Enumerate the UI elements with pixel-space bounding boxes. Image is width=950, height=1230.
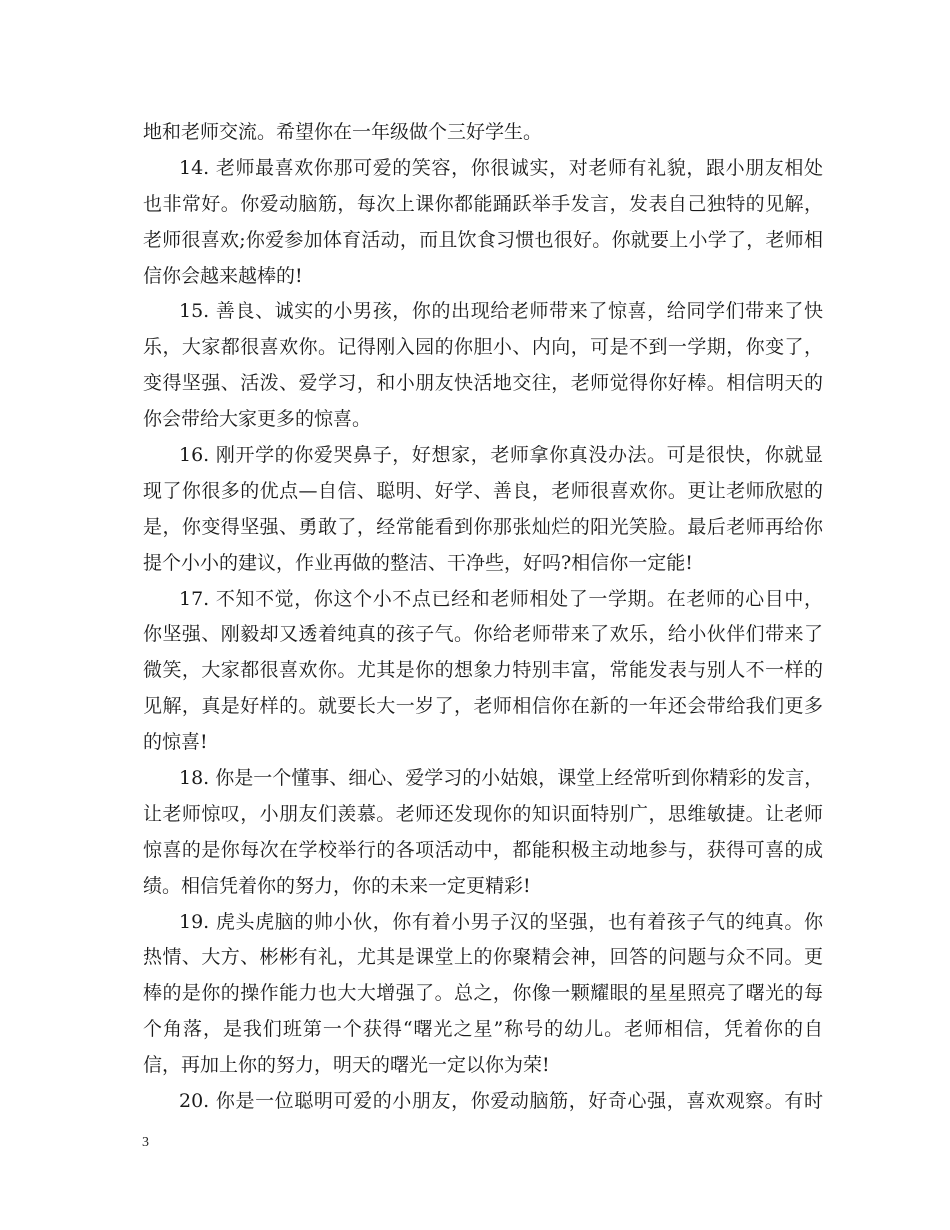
text-line: 热情、大方、彬彬有礼，尤其是课堂上的你聚精会神，回答的问题与众不同。更: [143, 946, 823, 969]
text-line: 你坚强、刚毅却又透着纯真的孩子气。你给老师带来了欢乐，给小伙伴们带来了: [143, 623, 823, 646]
text-line: 19. 虎头虎脑的帅小伙，你有着小男子汉的坚强，也有着孩子气的纯真。你: [179, 910, 823, 933]
text-line: 18. 你是一个懂事、细心、爱学习的小姑娘，课堂上经常听到你精彩的发言，: [179, 767, 823, 790]
text-line: 14. 老师最喜欢你那可爱的笑容，你很诚实，对老师有礼貌，跟小朋友相处: [179, 156, 823, 179]
text-line: 现了你很多的优点—自信、聪明、好学、善良，老师很喜欢你。更让老师欣慰的: [143, 479, 823, 502]
text-line: 变得坚强、活泼、爱学习，和小朋友快活地交往，老师觉得你好棒。相信明天的: [143, 372, 823, 395]
text-line: 20. 你是一位聪明可爱的小朋友，你爱动脑筋，好奇心强，喜欢观察。有时: [179, 1090, 823, 1113]
text-line: 让老师惊叹，小朋友们羡慕。老师还发现你的知识面特别广，思维敏捷。让老师: [143, 802, 823, 825]
text-line: 是，你变得坚强、勇敢了，经常能看到你那张灿烂的阳光笑脸。最后老师再给你: [143, 515, 823, 538]
text-line: 棒的是你的操作能力也大大增强了。总之，你像一颗耀眼的星星照亮了曙光的每: [143, 982, 823, 1005]
text-line: 老师很喜欢;你爱参加体育活动，而且饮食习惯也很好。你就要上小学了，老师相: [143, 228, 823, 251]
text-line: 信，再加上你的努力，明天的曙光一定以你为荣!: [143, 1054, 550, 1077]
text-line: 提个小小的建议，作业再做的整洁、干净些，好吗?相信你一定能!: [143, 551, 693, 574]
text-line: 16. 刚开学的你爱哭鼻子，好想家，老师拿你真没办法。可是很快，你就显: [179, 444, 823, 467]
text-line: 见解，真是好样的。就要长大一岁了，老师相信你在新的一年还会带给我们更多: [143, 695, 823, 718]
document-body: [143, 115, 823, 1120]
text-line: 微笑，大家都很喜欢你。尤其是你的想象力特别丰富，常能发表与别人不一样的: [143, 659, 823, 682]
text-line: 惊喜的是你每次在学校举行的各项活动中，都能积极主动地参与，获得可喜的成: [143, 838, 823, 861]
text-line: 个角落，是我们班第一个获得“曙光之星”称号的幼儿。老师相信，凭着你的自: [143, 1018, 823, 1041]
text-line: 绩。相信凭着你的努力，你的未来一定更精彩!: [143, 874, 531, 897]
text-line: 的惊喜!: [143, 731, 208, 754]
text-line: 也非常好。你爱动脑筋，每次上课你都能踊跃举手发言，发表自己独特的见解，: [143, 192, 823, 215]
text-line: 15. 善良、诚实的小男孩，你的出现给老师带来了惊喜，给同学们带来了快: [179, 300, 823, 323]
text-line: 信你会越来越棒的!: [143, 264, 303, 287]
text-line: 你会带给大家更多的惊喜。: [143, 408, 372, 431]
text-line: 乐，大家都很喜欢你。记得刚入园的你胆小、内向，可是不到一学期，你变了，: [143, 336, 823, 359]
text-line: 17. 不知不觉，你这个小不点已经和老师相处了一学期。在老师的心目中，: [179, 587, 823, 610]
page-number: 3: [142, 1135, 149, 1150]
text-line: 地和老师交流。希望你在一年级做个三好学生。: [143, 121, 543, 143]
